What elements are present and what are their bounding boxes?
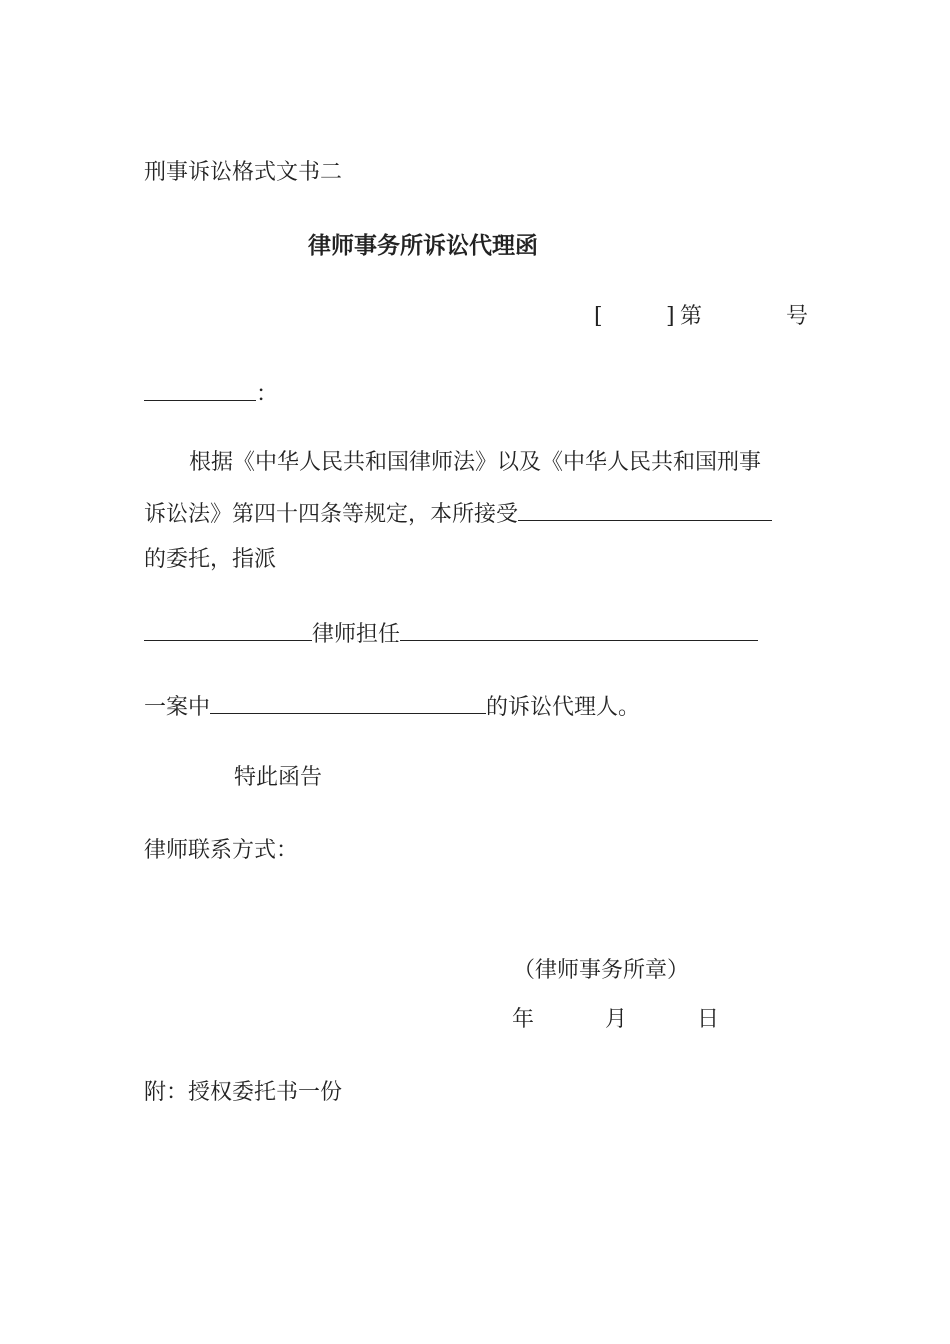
number-open-bracket: [ [594, 304, 603, 329]
document-category: 刑事诉讼格式文书二 [144, 160, 343, 185]
number-di-label: 第 [680, 304, 703, 329]
contact-label: 律师联系方式： [144, 838, 299, 863]
document-title: 律师事务所诉讼代理函 [308, 233, 538, 259]
body-line-3: 的委托，指派 [144, 547, 277, 572]
addressee-line [144, 380, 278, 407]
body-line-1: 根据《中华人民共和国律师法》以及《中华人民共和国刑事 [189, 450, 762, 475]
case-party-blank [400, 620, 758, 641]
addressee-blank [144, 380, 256, 401]
attachment-text: 附：授权委托书一份 [144, 1080, 343, 1105]
date-month-label: 月 [605, 1007, 628, 1032]
body-line-5 [144, 693, 640, 720]
body-line-2 [144, 500, 772, 527]
case-prefix-text: 一案中 [144, 695, 211, 720]
lawyer-role-text: 律师担任 [312, 622, 401, 647]
number-hao-label: 号 [786, 304, 809, 329]
client-blank [518, 500, 772, 521]
lawyer-name-blank [144, 620, 312, 641]
number-close-bracket: ] [666, 304, 675, 329]
addressee-colon: ： [256, 382, 279, 407]
date-day-label: 日 [697, 1007, 720, 1032]
body-line-2-text: 诉讼法》第四十四条等规定，本所接受 [144, 502, 519, 527]
agent-suffix-text: 的诉讼代理人。 [486, 695, 641, 720]
body-line-4 [144, 620, 758, 647]
notice-text: 特此函告 [234, 765, 323, 790]
case-name-blank [210, 693, 486, 714]
date-year-label: 年 [512, 1007, 535, 1032]
seal-text: （律师事务所章） [513, 958, 690, 983]
